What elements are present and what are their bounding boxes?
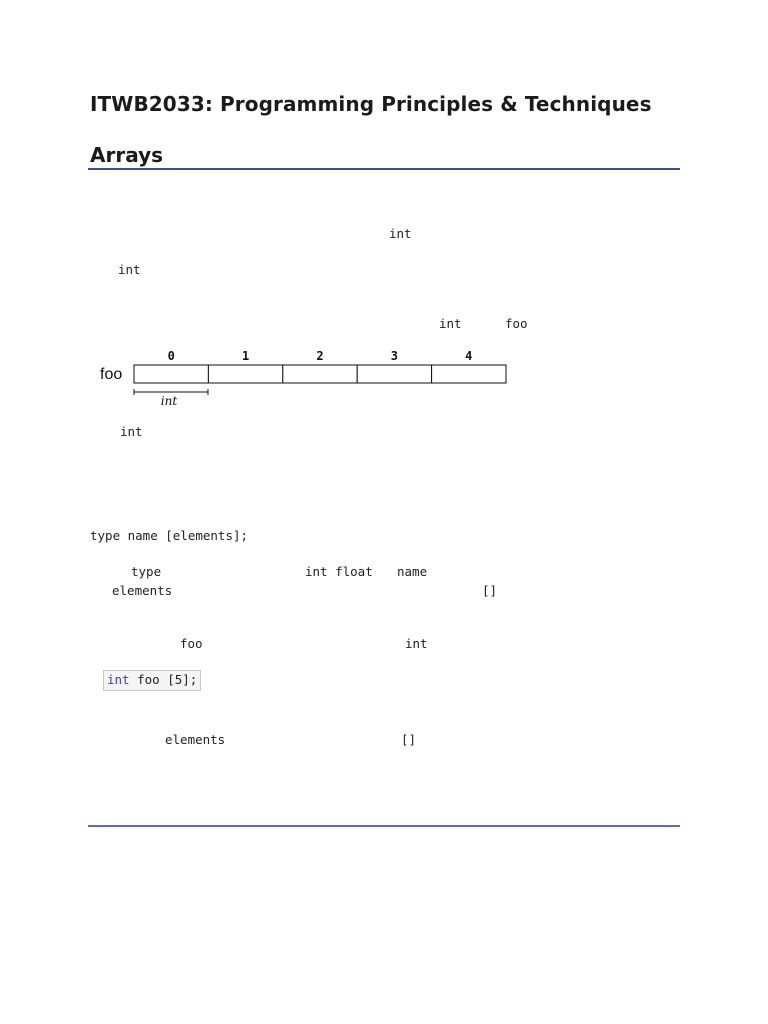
inline-code-foo: foo xyxy=(180,636,203,651)
code-example xyxy=(103,670,201,691)
inline-code-int: int xyxy=(118,262,141,277)
array-index-label: 3 xyxy=(390,349,399,363)
inline-code-elements: elements xyxy=(165,732,226,747)
array-index-label: 4 xyxy=(465,349,473,363)
inline-code-name: name xyxy=(397,564,428,579)
array-cell xyxy=(208,365,282,383)
inline-code-brackets: [] xyxy=(401,732,417,747)
code-statement: foo [5]; xyxy=(129,672,198,687)
inline-code-elements: elements xyxy=(112,583,173,598)
section-title: Arrays xyxy=(90,143,164,167)
section-divider-top xyxy=(88,168,680,170)
inline-code-int: int xyxy=(439,316,462,331)
array-cell xyxy=(357,365,431,383)
element-type-label: int xyxy=(160,394,178,408)
inline-code-int: int xyxy=(389,226,412,241)
array-index-label: 2 xyxy=(316,349,324,363)
inline-code-int: int xyxy=(120,424,143,439)
inline-code-int-float: int float xyxy=(305,564,373,579)
inline-code-brackets: [] xyxy=(482,583,498,598)
course-title: ITWB2033: Programming Principles & Techniques xyxy=(90,92,652,116)
declaration-syntax: type name [elements]; xyxy=(90,528,249,543)
array-diagram xyxy=(95,344,515,414)
array-cells xyxy=(134,365,506,383)
array-cell xyxy=(283,365,357,383)
array-cell xyxy=(432,365,506,383)
array-indices xyxy=(168,349,473,363)
array-index-label: 0 xyxy=(167,349,175,363)
array-cell xyxy=(134,365,208,383)
inline-code-foo: foo xyxy=(505,316,528,331)
inline-code-int: int xyxy=(405,636,428,651)
array-name-label: foo xyxy=(100,366,123,383)
code-keyword: int xyxy=(107,672,130,687)
inline-code-type: type xyxy=(131,564,162,579)
array-index-label: 1 xyxy=(241,349,250,363)
section-divider-bottom xyxy=(88,825,680,827)
